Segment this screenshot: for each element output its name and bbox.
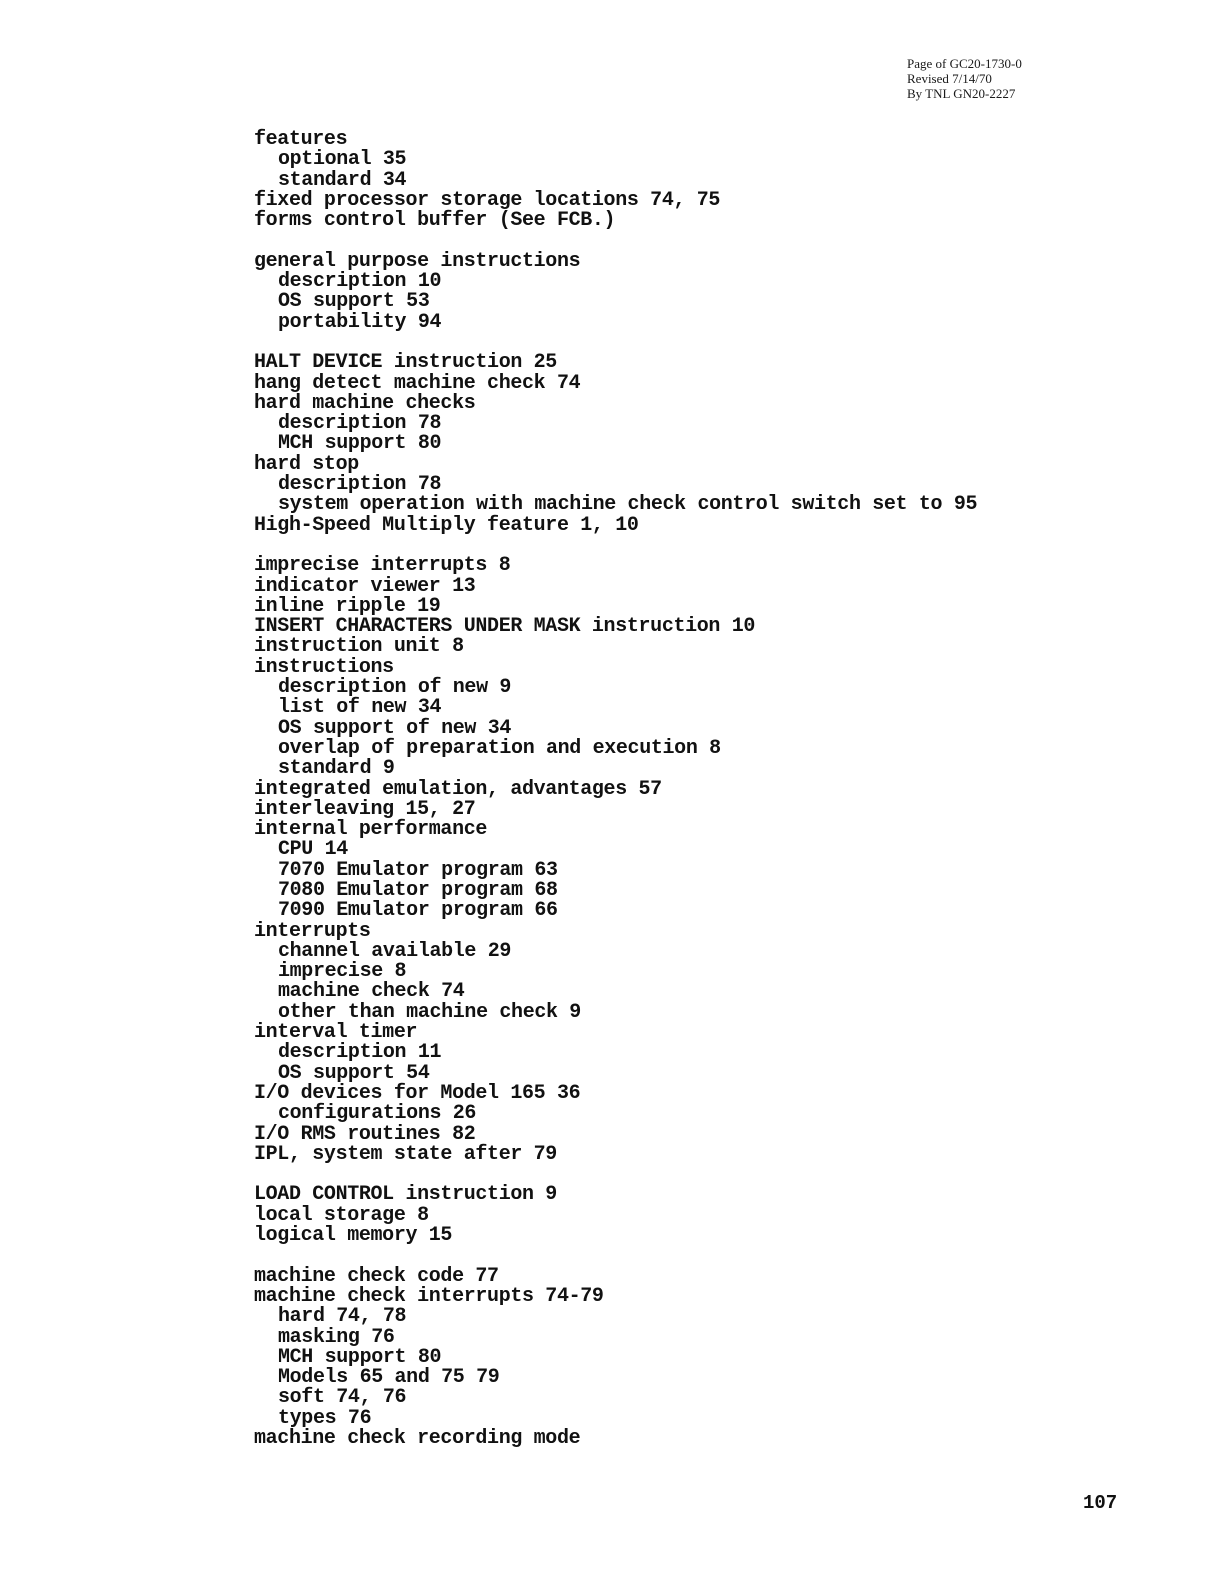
index-entry: hard machine checks: [254, 391, 476, 415]
index-entry: machine check recording mode: [254, 1427, 581, 1450]
index-subentry: description 78: [278, 473, 442, 497]
index-entry: I/O devices for Model 165 36: [254, 1081, 581, 1105]
index-subentry: standard 9: [278, 757, 395, 781]
index-subentry: Models 65 and 75 79: [278, 1366, 500, 1390]
index-subentry: system operation with machine check control switch set to 95: [278, 493, 978, 517]
index-subentry: 7070 Emulator program 63: [278, 858, 558, 882]
index-entry: I/O RMS routines 82: [254, 1122, 476, 1146]
index-subentry: masking 76: [278, 1325, 395, 1349]
index-subentry: channel available 29: [278, 939, 512, 963]
index-entry: hang detect machine check 74: [254, 371, 581, 395]
index-subentry: machine check 74: [278, 980, 465, 1004]
page-number: 107: [1083, 1492, 1118, 1514]
index-entry: IPL, system state after 79: [254, 1142, 557, 1166]
page-header: [907, 56, 1022, 101]
index-entry: forms control buffer (See FCB.): [254, 209, 616, 233]
index-entry: instructions: [254, 655, 394, 679]
index-subentry: other than machine check 9: [278, 1000, 581, 1024]
index-subentry: list of new 34: [278, 696, 442, 720]
index-subentry: overlap of preparation and execution 8: [278, 736, 721, 760]
index-entry: INSERT CHARACTERS UNDER MASK instruction 10: [254, 615, 756, 639]
index-subentry: types 76: [278, 1406, 372, 1430]
index-entry: LOAD CONTROL instruction 9: [254, 1183, 557, 1207]
index-subentry: description 10: [278, 270, 442, 294]
index-entry: machine check code 77: [254, 1264, 499, 1288]
index-entry: imprecise interrupts 8: [254, 554, 511, 578]
index-subentry: configurations 26: [278, 1102, 477, 1126]
index-subentry: standard 34: [278, 168, 407, 192]
index-spacer: [254, 231, 977, 251]
index-subentry: description 78: [278, 412, 442, 436]
index-subentry: description of new 9: [278, 676, 512, 700]
index-subentry: soft 74, 76: [278, 1386, 407, 1410]
header-tnl-number: By TNL GN20-2227: [907, 86, 1016, 101]
index-spacer: [254, 1165, 977, 1185]
index-entry: interleaving 15, 27: [254, 797, 476, 821]
index-entry: High-Speed Multiply feature 1, 10: [254, 513, 639, 537]
index-subentry: 7090 Emulator program 66: [278, 899, 558, 923]
index-subentry: hard 74, 78: [278, 1305, 407, 1329]
index-entry: hard stop: [254, 452, 359, 476]
header-revision-date: Revised 7/14/70: [907, 71, 992, 86]
index-spacer: [254, 1246, 977, 1266]
index-entry: inline ripple 19: [254, 594, 441, 618]
index-subentry: OS support 54: [278, 1061, 430, 1085]
index-entry: internal performance: [254, 818, 488, 842]
index-entry: local storage 8: [254, 1203, 429, 1227]
index-subentry: OS support of new 34: [278, 716, 512, 740]
index-subentry: MCH support 80: [278, 1345, 442, 1369]
index-entry: features: [254, 128, 348, 151]
index-subentry: CPU 14: [278, 838, 348, 862]
index-subentry: optional 35: [278, 148, 407, 172]
index-subentry: portability 94: [278, 310, 442, 334]
index-entry: interval timer: [254, 1021, 418, 1045]
index-entry: integrated emulation, advantages 57: [254, 777, 662, 801]
index-list: [254, 130, 977, 1449]
index-spacer: [254, 536, 977, 556]
index-entry: machine check interrupts 74-79: [254, 1284, 604, 1308]
index-subentry: 7080 Emulator program 68: [278, 878, 558, 902]
index-entry: logical memory 15: [254, 1224, 453, 1248]
index-entry: general purpose instructions: [254, 249, 581, 273]
index-subentry: MCH support 80: [278, 432, 442, 456]
index-subentry: OS support 53: [278, 290, 430, 314]
index-entry: instruction unit 8: [254, 635, 464, 659]
index-subentry: imprecise 8: [278, 960, 407, 984]
index-entry: interrupts: [254, 919, 371, 943]
header-document-id: Page of GC20-1730-0: [907, 56, 1022, 71]
index-spacer: [254, 333, 977, 353]
index-entry: HALT DEVICE instruction 25: [254, 351, 557, 375]
index-entry: fixed processor storage locations 74, 75: [254, 188, 721, 212]
index-subentry: description 11: [278, 1041, 442, 1065]
index-entry: indicator viewer 13: [254, 574, 476, 598]
